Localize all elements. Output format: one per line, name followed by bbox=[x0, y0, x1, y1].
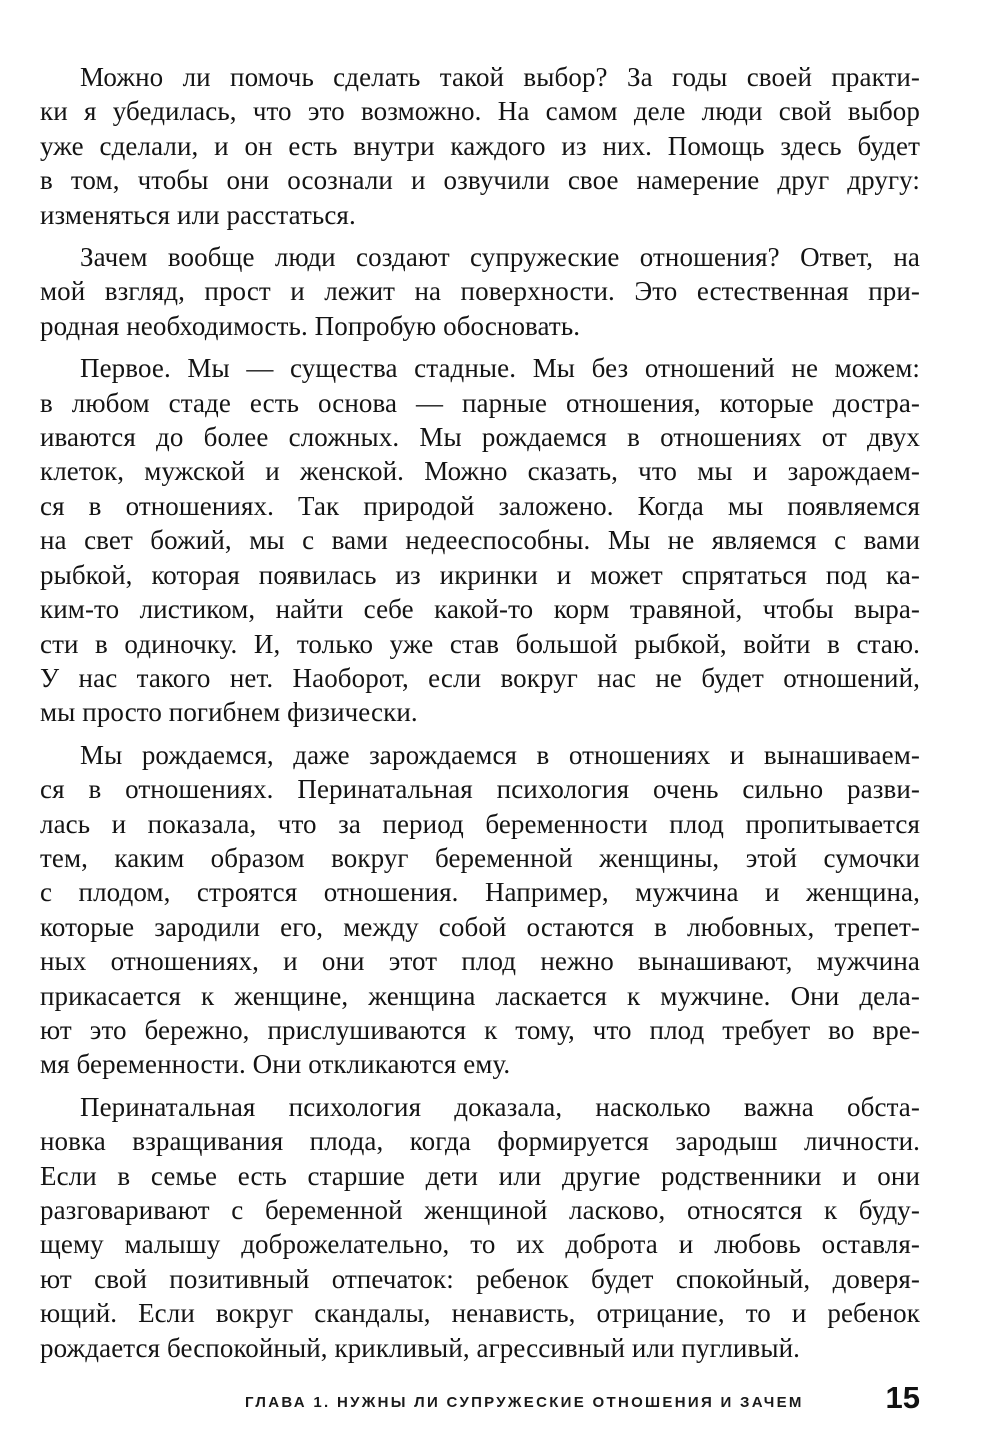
paragraph bbox=[40, 1090, 920, 1365]
text-line: мой взгляд, прост и лежит на поверхности. Это естественная при- bbox=[40, 276, 920, 307]
text-line: которые зародили его, между собой остаются в любовных, трепет- bbox=[40, 911, 920, 942]
page-footer bbox=[245, 1380, 920, 1430]
page-number: 15 bbox=[885, 1380, 920, 1415]
text-line: Зачем вообще люди создают супружеские отношения? Ответ, на bbox=[80, 242, 920, 273]
text-line: ют свой позитивный отпечаток: ребенок будет спокойный, доверя- bbox=[40, 1263, 920, 1294]
text-line: ют это бережно, прислушиваются к тому, что плод требует во вре- bbox=[40, 1014, 920, 1045]
page-body-text bbox=[40, 60, 920, 1373]
text-line: разговаривают с беременной женщиной ласково, относятся к буду- bbox=[40, 1195, 920, 1225]
text-line: прикасается к женщине, женщина ласкается к мужчине. Они дела- bbox=[40, 980, 920, 1011]
text-line: ющий. Если вокруг скандалы, ненависть, отрицание, то и ребенок bbox=[40, 1298, 920, 1329]
text-line: в том, чтобы они осознали и озвучили свое намерение друг другу: bbox=[40, 165, 920, 196]
text-line: щему малышу доброжелательно, то их доброта и любовь оставля- bbox=[40, 1229, 920, 1260]
text-line: иваются до более сложных. Мы рождаемся в отношениях от двух bbox=[40, 422, 920, 453]
text-line: родная необходимость. Попробую обосновать. bbox=[40, 310, 581, 341]
text-line: ся в отношениях. Так природой заложено. Когда мы появляемся bbox=[40, 490, 920, 521]
paragraph bbox=[40, 60, 920, 232]
text-line: изменяться или расстаться. bbox=[40, 199, 356, 230]
text-line: У нас такого нет. Наоборот, если вокруг нас не будет отношений, bbox=[40, 662, 920, 693]
running-head: ГЛАВА 1. НУЖНЫ ЛИ СУПРУЖЕСКИЕ ОТНОШЕНИЯ И ЗАЧЕМ bbox=[245, 1394, 804, 1411]
paragraph bbox=[40, 240, 920, 343]
text-line: тем, каким образом вокруг беременной женщины, этой сумочки bbox=[40, 842, 920, 873]
text-line: на свет божий, мы с вами недееспособны. Мы не являемся с вами bbox=[40, 525, 920, 556]
text-line: рождается беспокойный, крикливый, агрессивный или пугливый. bbox=[40, 1332, 800, 1363]
text-line: мя беременности. Они откликаются ему. bbox=[40, 1049, 511, 1080]
text-line: сти в одиночку. И, только уже став большой рыбкой, войти в стаю. bbox=[40, 628, 920, 659]
text-line: Мы рождаемся, даже зарождаемся в отношениях и вынашиваем- bbox=[80, 739, 920, 770]
text-line: лась и показала, что за период беременности плод пропитывается bbox=[40, 808, 920, 839]
paragraph bbox=[40, 351, 920, 729]
text-line: мы просто погибнем физически. bbox=[40, 697, 418, 728]
text-line: ся в отношениях. Перинатальная психология очень сильно разви- bbox=[40, 774, 920, 805]
text-line: Можно ли помочь сделать такой выбор? За годы своей практи- bbox=[80, 62, 920, 92]
text-line: клеток, мужской и женской. Можно сказать, что мы и зарождаем- bbox=[40, 456, 920, 487]
text-line: ных отношениях, и они этот плод нежно вынашивают, мужчина bbox=[40, 946, 920, 977]
text-line: с плодом, строятся отношения. Например, мужчина и женщина, bbox=[40, 877, 920, 908]
text-line: новка взращивания плода, когда формируется зародыш личности. bbox=[40, 1126, 920, 1157]
text-line: в любом стаде есть основа — парные отношения, которые достра- bbox=[40, 387, 920, 418]
text-line: Если в семье есть старшие дети или другие родственники и они bbox=[40, 1160, 920, 1191]
text-line: уже сделали, и он есть внутри каждого из них. Помощь здесь будет bbox=[40, 130, 920, 161]
text-line: ки я убедилась, что это возможно. На самом деле люди свой выбор bbox=[40, 96, 920, 127]
paragraph bbox=[40, 738, 920, 1082]
text-line: ким-то листиком, найти себе какой-то корм травяной, чтобы выра- bbox=[40, 594, 920, 625]
text-line: Перинатальная психология доказала, насколько важна обста- bbox=[80, 1091, 920, 1122]
text-line: Первое. Мы — существа стадные. Мы без отношений не можем: bbox=[80, 353, 920, 384]
text-line: рыбкой, которая появилась из икринки и может спрятаться под ка- bbox=[40, 559, 920, 590]
